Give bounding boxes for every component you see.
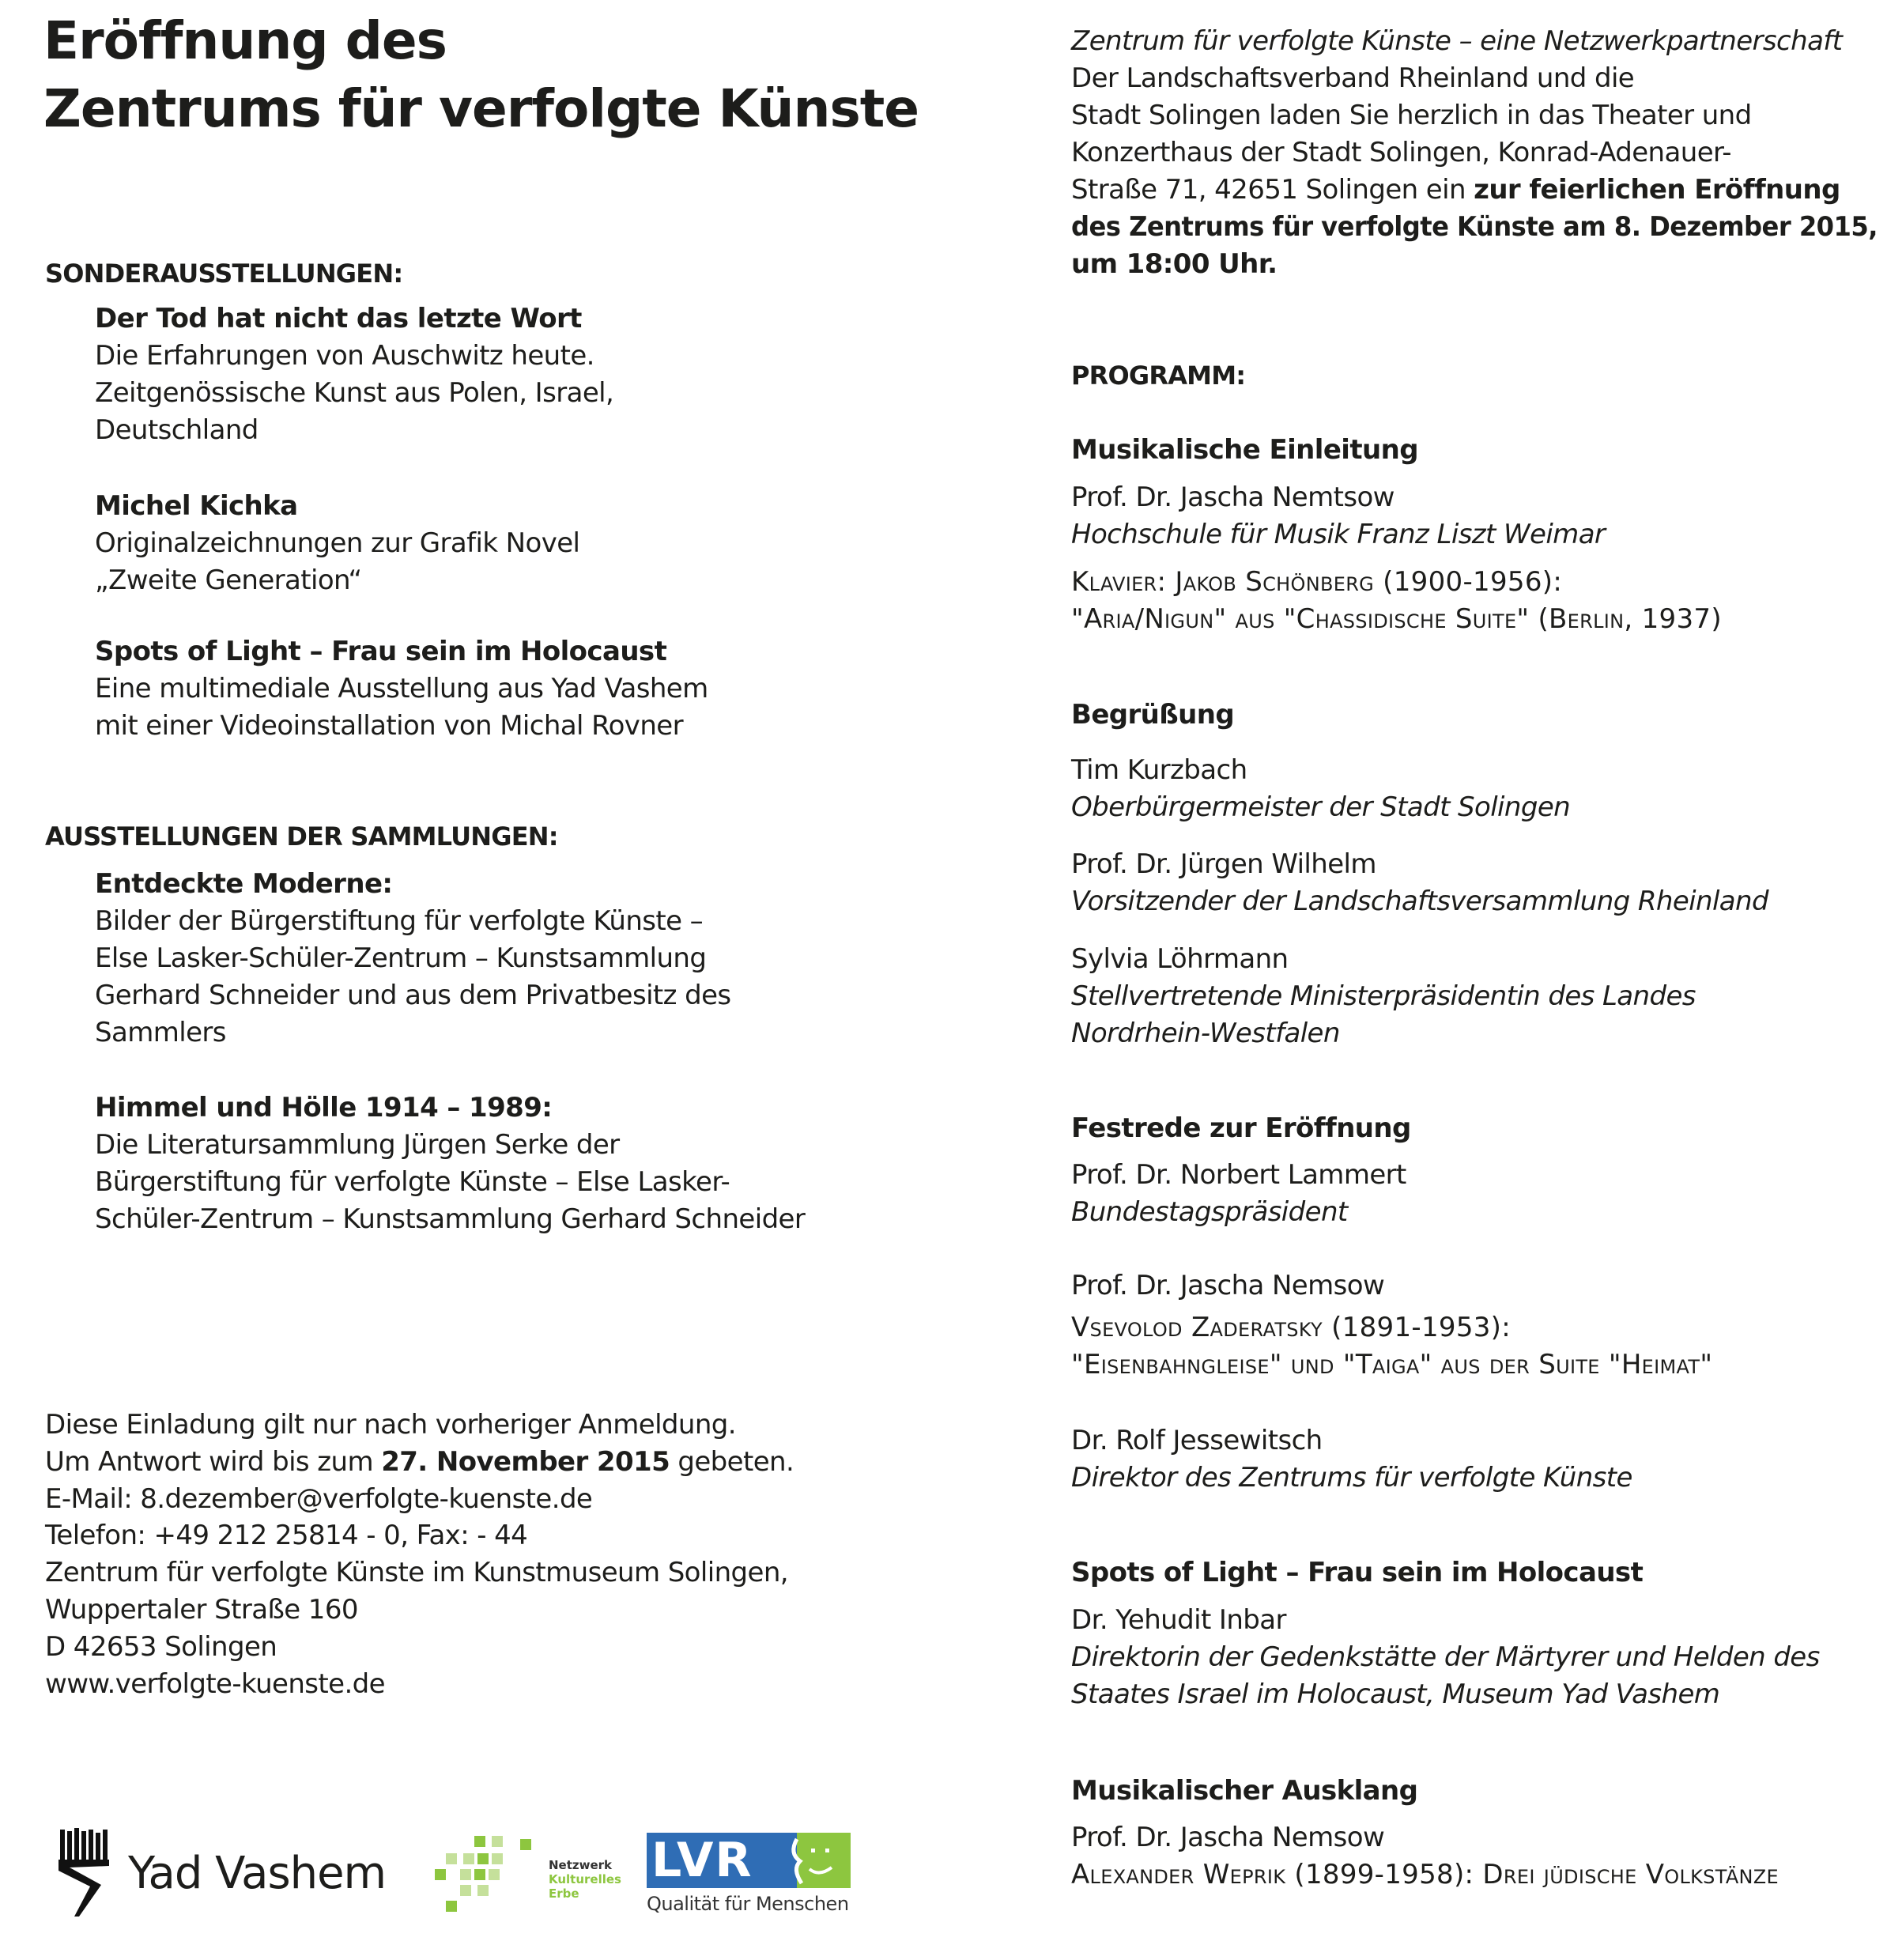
music-piece: Klavier: Jakob Schönberg (1900-1956):	[1071, 566, 1563, 598]
kulturelles-word: Kulturelles	[549, 1872, 621, 1886]
music-piece: "Eisenbahngleise" und "Taiga" aus der Suite "Heimat"	[1071, 1349, 1713, 1380]
collection-text: Bilder der Bürgerstiftung für verfolgte Künste –	[95, 905, 704, 937]
collection-text: Gerhard Schneider und aus dem Privatbesitz des	[95, 980, 731, 1011]
music-piece: Vsevolod Zaderatsky (1891-1953):	[1071, 1312, 1511, 1343]
yad-vashem-emblem-icon	[55, 1828, 119, 1919]
netzwerk-squares-icon	[432, 1834, 538, 1913]
netzwerk-word: Netzwerk	[549, 1858, 613, 1872]
speaker-name: Prof. Dr. Jascha Nemsow	[1071, 1822, 1385, 1853]
exhibition-title: Michel Kichka	[95, 490, 298, 522]
program-section-title: Spots of Light – Frau sein im Holocaust	[1071, 1557, 1644, 1588]
speaker-role: Bundestagspräsident	[1071, 1196, 1348, 1228]
program-section-title: Festrede zur Eröffnung	[1071, 1112, 1411, 1144]
lvr-letters: LVR	[651, 1833, 753, 1888]
erbe-word: Erbe	[549, 1886, 579, 1901]
intro-text: Konzerthaus der Stadt Solingen, Konrad-Adenauer-	[1071, 137, 1731, 168]
intro-bold: um 18:00 Uhr.	[1071, 248, 1277, 280]
special-exhibitions-heading: SONDERAUSSTELLUNGEN:	[45, 259, 403, 289]
program-section-title: Musikalischer Ausklang	[1071, 1775, 1418, 1807]
exhibition-text: mit einer Videoinstallation von Michal Rovner	[95, 710, 683, 742]
lvr-logo	[647, 1833, 851, 1918]
speaker-name: Dr. Yehudit Inbar	[1071, 1604, 1286, 1636]
rsvp-deadline	[45, 1446, 794, 1478]
intro-italic: Zentrum für verfolgte Künste – eine Netzwerkpartnerschaft	[1071, 25, 1843, 57]
intro-text: Der Landschaftsverband Rheinland und die	[1071, 62, 1635, 94]
page-title-line2: Zentrums für verfolgte Künste	[43, 78, 919, 139]
speaker-name: Dr. Rolf Jessewitsch	[1071, 1425, 1323, 1456]
intro-text	[1071, 174, 1840, 206]
speaker-role: Direktor des Zentrums für verfolgte Künste	[1071, 1462, 1632, 1494]
collection-title: Himmel und Hölle 1914 – 1989:	[95, 1092, 553, 1124]
exhibition-title: Der Tod hat nicht das letzte Wort	[95, 303, 582, 334]
lvr-face-icon	[765, 1837, 844, 1885]
rsvp-note: Diese Einladung gilt nur nach vorheriger Anmeldung.	[45, 1409, 736, 1441]
intro-text: Stadt Solingen laden Sie herzlich in das Theater und	[1071, 100, 1752, 131]
speaker-role: Staates Israel im Holocaust, Museum Yad Vashem	[1071, 1679, 1720, 1710]
rsvp-phone: Telefon: +49 212 25814 - 0, Fax: - 44	[45, 1520, 528, 1551]
music-piece: "Aria/Nigun" aus "Chassidische Suite" (Berlin, 1937)	[1071, 603, 1722, 635]
speaker-name: Prof. Dr. Jascha Nemsow	[1071, 1270, 1385, 1301]
speaker-name: Tim Kurzbach	[1071, 754, 1247, 786]
speaker-role: Hochschule für Musik Franz Liszt Weimar	[1071, 519, 1606, 550]
rsvp-deadline-date: 27. November 2015	[381, 1446, 670, 1478]
speaker-name: Sylvia Löhrmann	[1071, 943, 1289, 975]
collection-text: Schüler-Zentrum – Kunstsammlung Gerhard Schneider	[95, 1203, 806, 1235]
program-section-title: Musikalische Einleitung	[1071, 434, 1418, 466]
collection-text: Sammlers	[95, 1017, 226, 1048]
page-title-line1: Eröffnung des	[43, 10, 447, 71]
intro-address: Straße 71, 42651 Solingen ein	[1071, 174, 1474, 206]
speaker-role: Oberbürgermeister der Stadt Solingen	[1071, 791, 1571, 823]
address-line: Wuppertaler Straße 160	[45, 1594, 358, 1626]
exhibition-text: „Zweite Generation“	[95, 565, 362, 596]
collection-text: Bürgerstiftung für verfolgte Künste – Else Lasker-	[95, 1166, 730, 1198]
yad-vashem-logo-text: Yad Vashem	[128, 1848, 387, 1899]
intro-bold: zur feierlichen Eröffnung	[1474, 174, 1840, 206]
program-heading: PROGRAMM:	[1071, 361, 1246, 391]
collection-title: Entdeckte Moderne:	[95, 868, 393, 900]
netzwerk-logo-text	[549, 1858, 621, 1901]
program-section-title: Begrüßung	[1071, 699, 1235, 731]
exhibition-text: Eine multimediale Ausstellung aus Yad Vashem	[95, 673, 708, 704]
exhibition-text: Originalzeichnungen zur Grafik Novel	[95, 527, 580, 559]
rsvp-email: E-Mail: 8.dezember@verfolgte-kuenste.de	[45, 1483, 593, 1515]
speaker-role: Nordrhein-Westfalen	[1071, 1018, 1340, 1049]
music-piece: Alexander Weprik (1899-1958): Drei jüdische Volkstänze	[1071, 1859, 1779, 1890]
exhibition-title: Spots of Light – Frau sein im Holocaust	[95, 636, 667, 667]
speaker-name: Prof. Dr. Jascha Nemtsow	[1071, 482, 1394, 513]
lvr-tagline: Qualität für Menschen	[647, 1893, 849, 1915]
speaker-name: Prof. Dr. Jürgen Wilhelm	[1071, 848, 1376, 880]
rsvp-deadline-post: gebeten.	[670, 1446, 794, 1478]
intro-bold: des Zentrums für verfolgte Künste am 8. Dezember 2015,	[1071, 211, 1878, 243]
collection-text: Die Literatursammlung Jürgen Serke der	[95, 1129, 620, 1161]
collections-heading: AUSSTELLUNGEN DER SAMMLUNGEN:	[45, 821, 558, 852]
rsvp-deadline-pre: Um Antwort wird bis zum	[45, 1446, 382, 1478]
exhibition-text: Deutschland	[95, 414, 259, 446]
address-line: D 42653 Solingen	[45, 1631, 277, 1663]
exhibition-text: Die Erfahrungen von Auschwitz heute.	[95, 340, 594, 372]
speaker-role: Stellvertretende Ministerpräsidentin des Landes	[1071, 980, 1696, 1012]
address-line: Zentrum für verfolgte Künste im Kunstmuseum Solingen,	[45, 1557, 788, 1588]
speaker-role: Direktorin der Gedenkstätte der Märtyrer und Helden des	[1071, 1641, 1820, 1673]
speaker-name: Prof. Dr. Norbert Lammert	[1071, 1159, 1406, 1191]
exhibition-text: Zeitgenössische Kunst aus Polen, Israel,	[95, 377, 614, 409]
collection-text: Else Lasker-Schüler-Zentrum – Kunstsammlung	[95, 942, 707, 974]
website: www.verfolgte-kuenste.de	[45, 1668, 385, 1700]
speaker-role: Vorsitzender der Landschaftsversammlung Rheinland	[1071, 886, 1768, 917]
